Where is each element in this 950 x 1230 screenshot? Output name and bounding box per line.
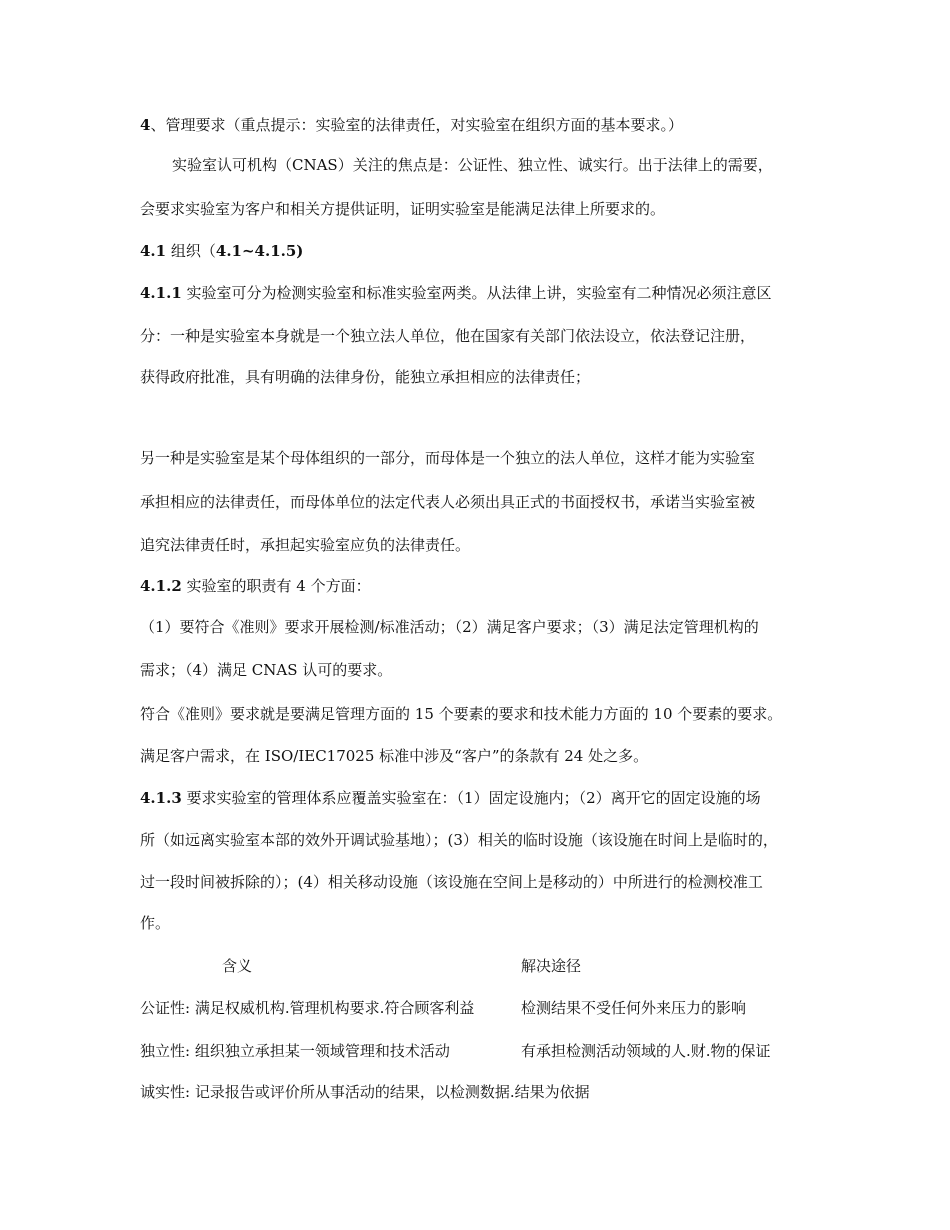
section-4-1-3-line-2: 所（如远离实验室本部的效外开调试验基地）；(3）相关的临时设施（该设施在时间上是临时的，: [140, 831, 778, 849]
section-4-heading: [140, 115, 683, 135]
section-4-1-title-b: 4.1~4.1.5): [215, 242, 304, 260]
table-row: [140, 1041, 450, 1061]
section-4-1-1-line-2: 分：一种是实验室本身就是一个独立法人单位，他在国家有关部门依法设立，依法登记注册，: [140, 327, 756, 345]
section-4-1-heading: [140, 241, 303, 261]
table-row-label: 诚实性: 记录报告或评价所从事活动的结果，以检测数据.结果为依据: [140, 1083, 590, 1101]
table-row-solution: 检测结果不受任何外来压力的影响: [521, 999, 747, 1017]
table-row-label: 公证性: 满足权威机构.管理机构要求.符合顾客利益: [140, 999, 475, 1017]
section-4-1-3-line-4: 作。: [140, 914, 171, 932]
section-4-1-3-number: 4.1.3: [140, 789, 182, 807]
section-4-1-1-line-4: 另一种是实验室是某个母体组织的一部分，而母体是一个独立的法人单位，这样才能为实验室: [140, 449, 756, 467]
section-4-1-number: 4.1: [140, 242, 167, 260]
section-4-number: 4: [140, 116, 151, 134]
table-header-meaning: 含义: [222, 957, 253, 975]
section-4-1-2-number: 4.1.2: [140, 577, 182, 595]
section-4-1-1-number: 4.1.1: [140, 284, 182, 302]
section-4-intro-line-1: 实验室认可机构（CNAS）关注的焦点是：公证性、独立性、诚实行。出于法律上的需要，: [172, 156, 773, 174]
section-4-1-1-line-1: [140, 283, 772, 303]
section-4-1-2-line-5: 满足客户需求，在 ISO/IEC17025 标准中涉及“客户”的条款有 24 处之多。: [140, 747, 649, 765]
section-4-1-1-line-6: 追究法律责任时，承担起实验室应负的法律责任。: [140, 536, 471, 554]
section-4-1-1-line-5: 承担相应的法律责任，而母体单位的法定代表人必须出具正式的书面授权书，承诺当实验室被: [140, 493, 756, 511]
table-row: [140, 1082, 590, 1102]
table-header-solution: 解决途径: [521, 957, 582, 975]
section-4-1-1-line-3: 获得政府批准，具有明确的法律身份，能独立承担相应的法律责任；: [140, 368, 591, 386]
section-4-1-title-a: 组织（: [166, 242, 216, 260]
section-4-1-2-line-4: 符合《准则》要求就是要满足管理方面的 15 个要素的要求和技术能力方面的 10 个要素的要求。: [140, 705, 783, 723]
section-4-1-3-line-3: 过一段时间被拆除的）；(4）相关移动设施（该设施在空间上是移动的）中所进行的检测校准工: [140, 873, 763, 891]
section-4-intro-line-2: 会要求实验室为客户和相关方提供证明，证明实验室是能满足法律上所要求的。: [140, 200, 666, 218]
table-row-label: 独立性: 组织独立承担某一领域管理和技术活动: [140, 1042, 450, 1060]
section-4-1-3-line-1: [140, 788, 761, 808]
section-4-1-2-line-3: 需求；（4）满足 CNAS 认可的要求。: [140, 661, 393, 679]
section-4-1-1-text-1: 实验室可分为检测实验室和标准实验室两类。从法律上讲，实验室有二种情况必须注意区: [181, 284, 772, 302]
table-row-solution: 有承担检测活动领域的人.财.物的保证: [521, 1042, 771, 1060]
section-4-heading-text: 、管理要求（重点提示：实验室的法律责任，对实验室在组织方面的基本要求。）: [150, 116, 683, 134]
section-4-1-2-text-1: 实验室的职责有 4 个方面：: [181, 577, 371, 595]
table-row: [140, 998, 474, 1018]
section-4-1-2-line-1: [140, 576, 371, 596]
section-4-1-3-text-1: 要求实验室的管理体系应覆盖实验室在：（1）固定设施内；（2）离开它的固定设施的场: [181, 789, 761, 807]
section-4-1-2-line-2: （1）要符合《准则》要求开展检测/标准活动；（2）满足客户要求；（3）满足法定管理机构的: [140, 618, 759, 636]
